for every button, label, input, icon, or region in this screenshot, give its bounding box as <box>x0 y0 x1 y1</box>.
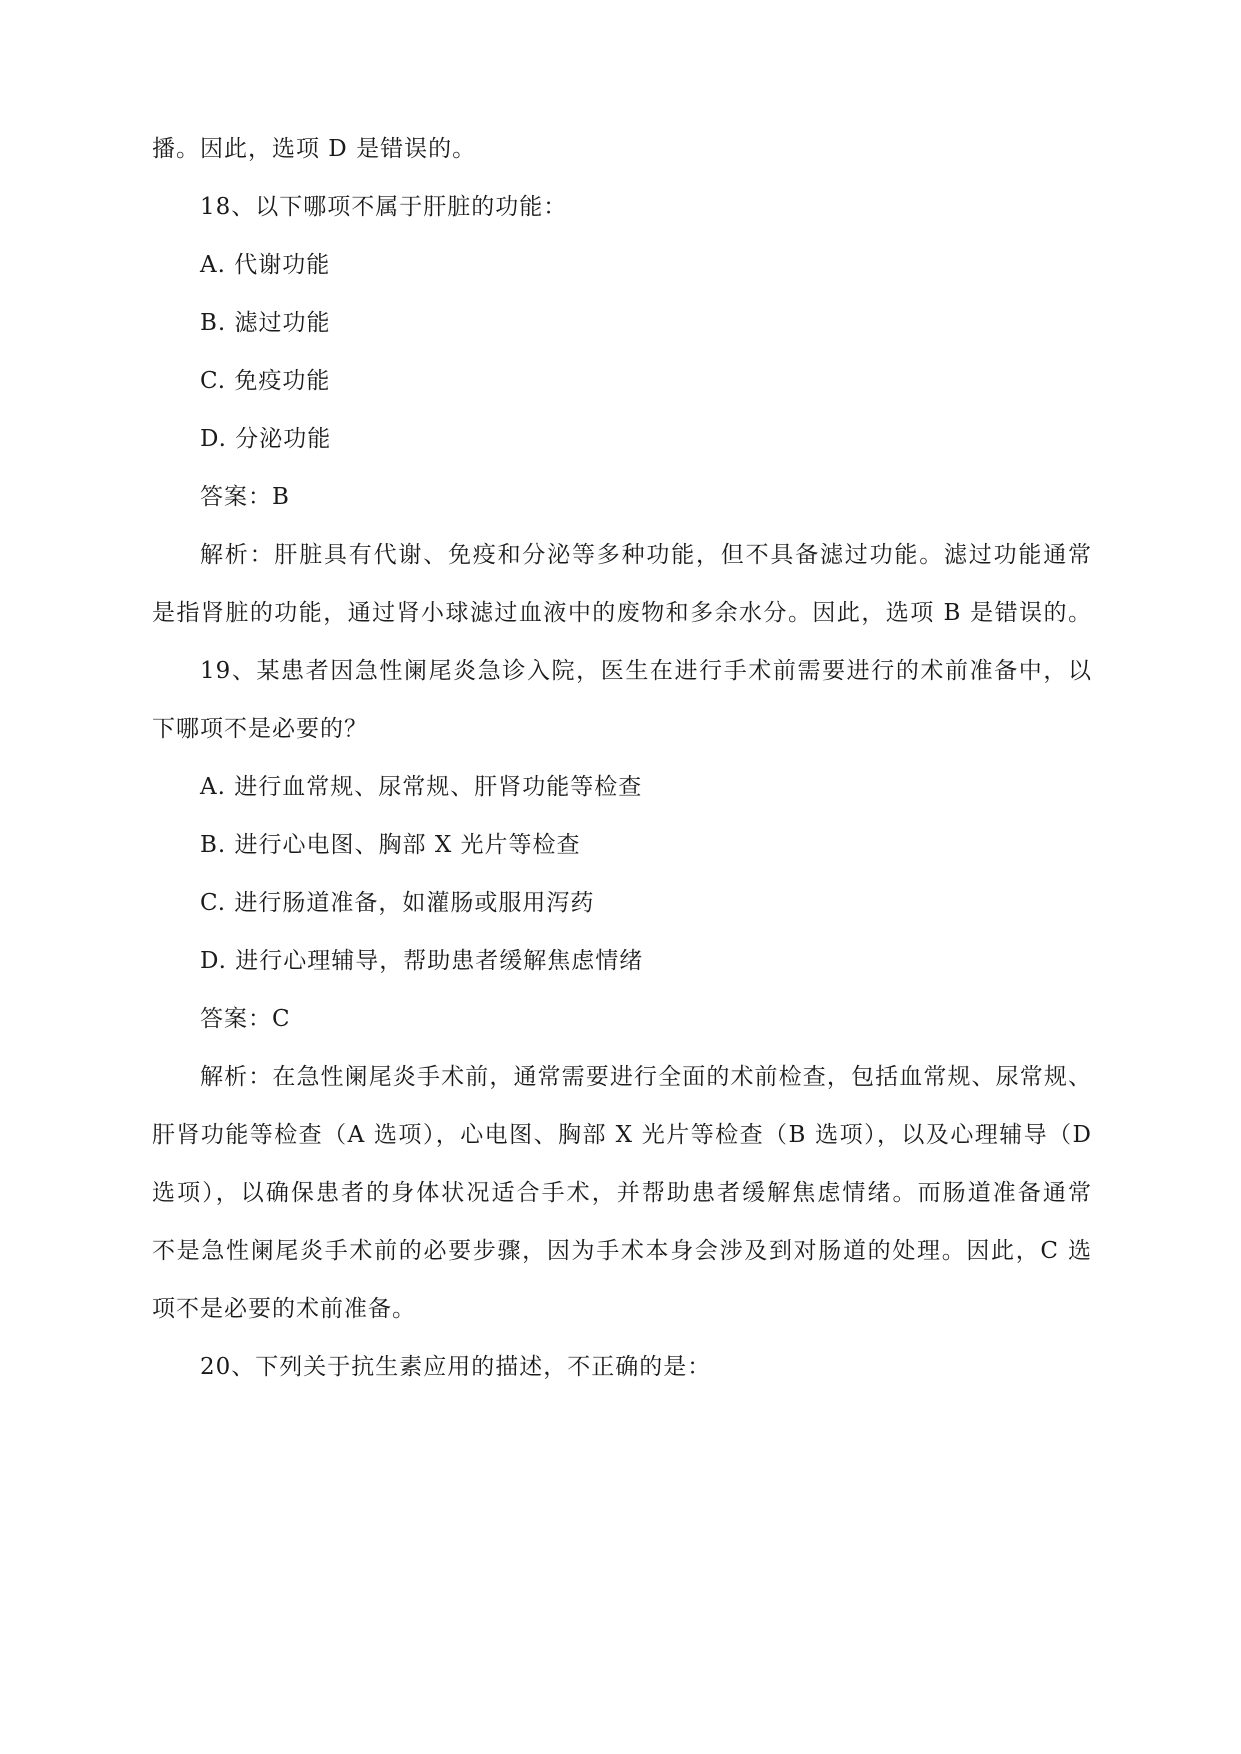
question-20: 20、下列关于抗生素应用的描述，不正确的是： <box>200 1354 712 1380</box>
analysis-line: 项不是必要的术前准备。 <box>152 1296 416 1322</box>
answer: 答案：C <box>200 1006 291 1032</box>
option-a: A. 代谢功能 <box>200 252 331 278</box>
analysis-line: 不是急性阑尾炎手术前的必要步骤，因为手术本身会涉及到对肠道的处理。因此，C 选 <box>152 1238 1092 1264</box>
question-19: 19、某患者因急性阑尾炎急诊入院，医生在进行手术前需要进行的术前准备中，以 <box>200 658 1092 684</box>
option-d: D. 分泌功能 <box>200 426 332 452</box>
analysis-line: 是指肾脏的功能，通过肾小球滤过血液中的废物和多余水分。因此，选项 B 是错误的。 <box>152 600 1092 626</box>
option-c: C. 进行肠道准备，如灌肠或服用泻药 <box>200 890 595 916</box>
analysis-line: 选项），以确保患者的身体状况适合手术，并帮助患者缓解焦虑情绪。而肠道准备通常 <box>152 1180 1092 1206</box>
question-19-cont: 下哪项不是必要的？ <box>152 716 368 742</box>
question-18: 18、以下哪项不属于肝脏的功能： <box>200 194 568 220</box>
option-b: B. 滤过功能 <box>200 310 331 336</box>
option-b: B. 进行心电图、胸部 X 光片等检查 <box>200 832 581 858</box>
option-a: A. 进行血常规、尿常规、肝肾功能等检查 <box>200 774 643 800</box>
analysis-line: 解析：肝脏具有代谢、免疫和分泌等多种功能，但不具备滤过功能。滤过功能通常 <box>200 542 1092 568</box>
answer: 答案：B <box>200 484 290 510</box>
analysis-line: 肝肾功能等检查（A 选项），心电图、胸部 X 光片等检查（B 选项），以及心理辅导（D <box>152 1122 1092 1148</box>
option-c: C. 免疫功能 <box>200 368 331 394</box>
text-line: 播。因此，选项 D 是错误的。 <box>152 136 477 162</box>
analysis-line: 解析：在急性阑尾炎手术前，通常需要进行全面的术前检查，包括血常规、尿常规、 <box>200 1064 1092 1090</box>
option-d: D. 进行心理辅导，帮助患者缓解焦虑情绪 <box>200 948 644 974</box>
